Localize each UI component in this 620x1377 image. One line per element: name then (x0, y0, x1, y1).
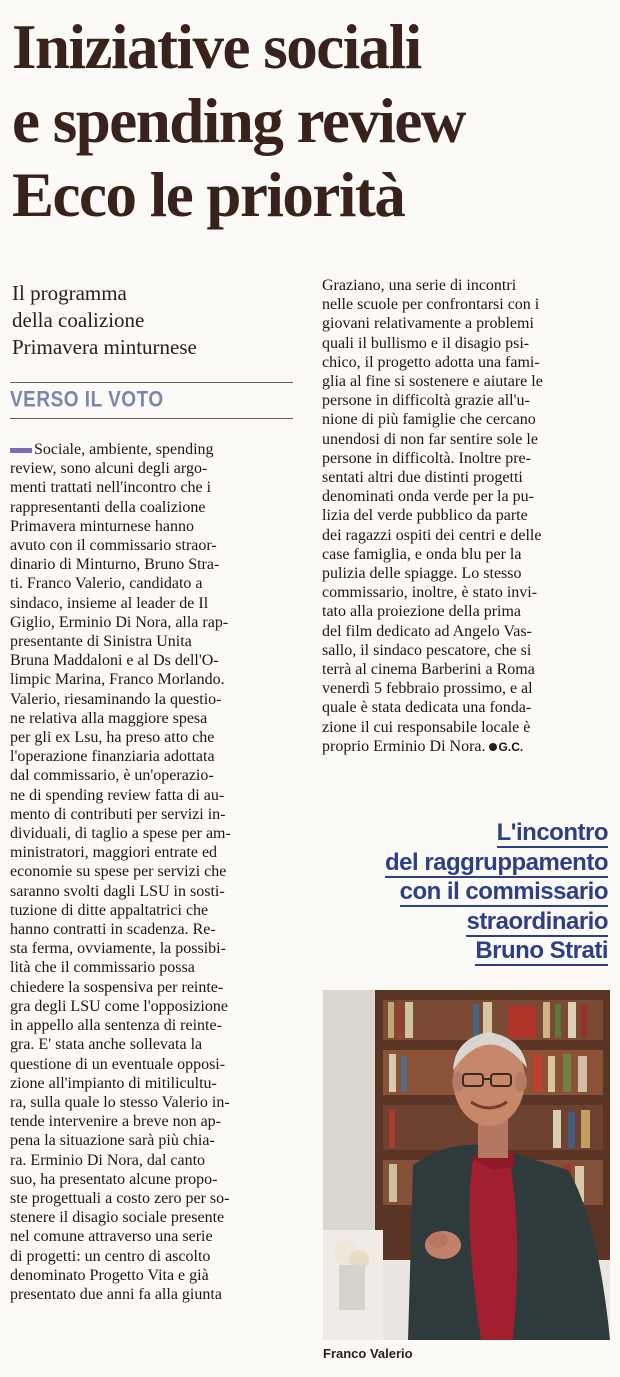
article-line (322, 391, 610, 410)
article-line-text: pena la situazione sarà più chia- (10, 1132, 215, 1150)
article-line (10, 478, 294, 497)
article-line-text: dinario di Minturno, Bruno Stra- (10, 556, 220, 574)
article-line-text: denominato Progetto Vita e già (10, 1266, 209, 1284)
article-line-text: ra, sulla quale lo stesso Valerio in- (10, 1093, 230, 1111)
subhead-line: Primavera minturnese (12, 335, 197, 359)
article-line (10, 747, 294, 766)
article-line-text: Giglio, Erminio Di Nora, alla rap- (10, 613, 229, 631)
article-line-text: venerdì 5 febbraio prossimo, e al (322, 680, 533, 698)
article-line (322, 718, 610, 737)
article-line-text: unendosi di non far sentire sole le (322, 430, 538, 448)
article-line-text: mento di contributi per servizi in- (10, 805, 226, 823)
article-line-text: lità che il commissario possa (10, 959, 195, 977)
article-line-text: ne di spending review fatta di au- (10, 786, 225, 804)
article-line (10, 459, 294, 478)
article-line (10, 939, 294, 958)
article-line-text: lizia del verde pubblico da parte (322, 507, 528, 525)
article-line (10, 728, 294, 747)
article-line-text: case famiglia, e onda blu per la (322, 545, 522, 563)
article-line-text: ne relativa alla maggiore spesa (10, 709, 208, 727)
photo-caption: Franco Valerio (323, 1346, 413, 1361)
article-line-text: suo, ha presentato alcune propo- (10, 1170, 218, 1188)
article-line (322, 487, 610, 506)
article-line (10, 997, 294, 1016)
article-line (10, 978, 294, 997)
pull-quote-text: L'incontro (496, 819, 608, 846)
article-line (10, 1016, 294, 1035)
article-line (322, 410, 610, 429)
article-line-text: sentati altri due distinti progetti (322, 469, 523, 487)
article-line-text: persone in difficoltà. Inoltre pre- (322, 449, 531, 467)
article-line (322, 583, 610, 602)
photo-franco-valerio (323, 990, 610, 1340)
article-line (10, 766, 294, 785)
article-line-text: sindaco, insieme al leader de Il (10, 594, 209, 612)
pull-quote (308, 818, 608, 966)
pull-quote-line (308, 848, 608, 878)
article-line (10, 1208, 294, 1227)
article-line (322, 353, 610, 372)
article-line (10, 690, 294, 709)
article-line-text: gra. E' stata anche sollevata la (10, 1036, 203, 1054)
article-line (10, 843, 294, 862)
article-line (322, 660, 610, 679)
kicker-bottom-rule (10, 418, 293, 419)
article-line-text: di progetti: un centro di ascolto (10, 1247, 211, 1265)
article-line-text: sta ferma, ovviamente, la possibi- (10, 940, 226, 958)
pull-quote-line (308, 907, 608, 937)
article-line (10, 958, 294, 977)
pull-quote-line (308, 877, 608, 907)
article-line (10, 670, 294, 689)
article-line-text: glia al fine si sostenere e aiutare le (322, 373, 543, 391)
article-line (322, 468, 610, 487)
article-line-text: Sociale, ambiente, spending (34, 441, 214, 458)
article-line (322, 602, 610, 621)
article-line-text: chiedere la sospensiva per reintе- (10, 978, 224, 996)
article-line-text: in appello alla sentenza di reinte- (10, 1017, 222, 1035)
article-line (322, 679, 610, 698)
article-line-text: dividuali, di taglio a spese per am- (10, 825, 231, 843)
subheadline (12, 280, 302, 361)
article-line (322, 295, 610, 314)
article-line (322, 737, 610, 757)
section-kicker: VERSO IL VOTO (10, 388, 164, 413)
pull-quote-line (308, 936, 608, 966)
article-line (322, 698, 610, 717)
article-line-text: hanno contratti in scadenza. Re- (10, 921, 216, 939)
article-line (322, 314, 610, 333)
article-line (10, 1112, 294, 1131)
article-line (10, 805, 294, 824)
headline-line: e spending review (12, 86, 465, 156)
subhead-line: della coalizione (12, 308, 145, 332)
article-line-text: ti. Franco Valerio, candidato a (10, 575, 203, 593)
article-line-text: economie su spese per servizi che (10, 863, 227, 881)
article-line-text: tuzione di ditte appaltatrici che (10, 901, 209, 919)
article-line (10, 440, 294, 459)
article-line (10, 651, 294, 670)
article-line-text: denominati onda verde per la pu- (322, 488, 534, 506)
article-line (10, 1074, 294, 1093)
article-line (10, 1266, 294, 1285)
headline-line: Ecco le priorità (12, 160, 405, 230)
article-line (322, 372, 610, 391)
article-line (322, 506, 610, 525)
article-line-text: commissario, inoltre, è stato invi- (322, 584, 538, 602)
author-initials: G.C. (498, 739, 524, 754)
article-line-text: ministratori, maggiori entrate ed (10, 844, 218, 862)
article-line-text: limpic Marina, Franco Morlando. (10, 671, 225, 689)
article-line (322, 334, 610, 353)
article-line-text: Bruna Maddaloni e al Ds dell'O- (10, 652, 219, 670)
article-line-text: zione all'impianto di mitilicultu- (10, 1074, 217, 1092)
article-line-text: quali il bullismo e il disagio psi- (322, 334, 530, 352)
article-line-text: zione il cui responsabile locale è (322, 718, 531, 736)
article-line-text: ra. Erminio Di Nora, dal canto (10, 1151, 206, 1169)
article-line (322, 564, 610, 583)
headline-line: Iniziative sociali (12, 12, 421, 82)
pull-quote-line (308, 818, 608, 848)
article-line (10, 920, 294, 939)
article-column-right (322, 276, 610, 757)
article-line (10, 517, 294, 536)
article-line (322, 276, 610, 295)
article-line (10, 786, 294, 805)
section-bullet-icon (10, 448, 32, 453)
pull-quote-text: straordinario (466, 907, 608, 935)
article-line-text: terrà al cinema Barberini a Roma (322, 661, 535, 679)
kicker-top-rule (10, 382, 293, 383)
article-line (322, 622, 610, 641)
subhead-line: Il programma (12, 281, 127, 305)
article-line (10, 1189, 294, 1208)
article-line-text: rappresentanti della coalizione (10, 498, 206, 516)
article-line (10, 613, 294, 632)
article-line-text: avuto con il commissario straor- (10, 537, 217, 555)
signoff-dot-icon (489, 743, 497, 751)
article-line-text: Primavera minturnese hanno (10, 517, 194, 535)
article-line (322, 430, 610, 449)
article-line-text: del film dedicato ad Angelo Vas- (322, 622, 532, 640)
article-line-text: presentato due anni fa alla giunta (10, 1285, 222, 1303)
article-line-text: Graziano, una serie di incontri (322, 277, 517, 294)
article-line (10, 536, 294, 555)
article-line (10, 824, 294, 843)
article-line (10, 555, 294, 574)
article-line (10, 1151, 294, 1170)
article-line (10, 1247, 294, 1266)
pull-quote-text: Bruno Strati (475, 937, 608, 964)
article-line-text: per gli ex Lsu, ha preso atto che (10, 729, 215, 747)
article-line (10, 632, 294, 651)
article-line-text: saranno svolti dagli LSU in sosti- (10, 882, 225, 900)
article-line-text: persone in difficoltà grazie all'u- (322, 392, 530, 410)
article-line-text: chico, il progetto adotta una fami- (322, 353, 540, 371)
article-line-text: questione di un eventuale opposi- (10, 1055, 226, 1073)
article-line-text: pulizia delle spiagge. Lo stesso (322, 565, 522, 583)
pull-quote-text: del raggruppamento (384, 848, 608, 876)
article-line-text: dei ragazzi ospiti dei centri e delle (322, 526, 542, 544)
article-line (10, 882, 294, 901)
article-line (322, 526, 610, 545)
article-line (322, 641, 610, 660)
article-line-text: presentante di Sinistra Unita (10, 633, 192, 651)
article-line-text: gra degli LSU come l'opposizione (10, 997, 228, 1015)
article-line (10, 862, 294, 881)
article-line (10, 901, 294, 920)
article-line-text: tende intervenire a breve non ap- (10, 1113, 222, 1131)
article-line-text: giovani relativamente a problemi (322, 315, 534, 333)
article-line-text: review, sono alcuni degli argo- (10, 460, 208, 478)
article-line-text: proprio Erminio Di Nora. (322, 737, 486, 755)
article-line-text: ste progettuali a costo zero per so- (10, 1189, 230, 1207)
article-line-text: dal commissario, è un'operazio- (10, 767, 214, 785)
portrait-illustration (323, 990, 610, 1340)
article-line (322, 449, 610, 468)
article-line (10, 1227, 294, 1246)
article-line (10, 1055, 294, 1074)
article-line-text: sallo, il sindaco pescatore, che si (322, 641, 532, 659)
article-line (10, 574, 294, 593)
article-line (10, 1285, 294, 1304)
article-line-text: Valerio, riesaminando la questio- (10, 690, 222, 708)
article-line-text: l'operazione finanziaria adottata (10, 748, 215, 766)
article-line (10, 498, 294, 517)
article-line-text: quale è stata dedicata una fonda- (322, 699, 532, 717)
article-line-text: nel comune attraverso una serie (10, 1228, 213, 1246)
article-line-text: stenere il disagio sociale presente (10, 1209, 225, 1227)
article-line-text: menti trattati nell'incontro che i (10, 479, 212, 497)
article-line-text: nione di più famiglie che cercano (322, 411, 536, 429)
headline (12, 10, 612, 232)
article-line (10, 1170, 294, 1189)
article-line (322, 545, 610, 564)
article-line-text: tato alla proiezione della prima (322, 603, 522, 621)
article-line (10, 1131, 294, 1150)
pull-quote-text: con il commissario (399, 878, 608, 905)
article-line (10, 1093, 294, 1112)
article-line (10, 709, 294, 728)
article-line (10, 1035, 294, 1054)
article-line (10, 594, 294, 613)
article-column-left (10, 440, 294, 1304)
article-line-text: nelle scuole per confrontarsi con i (322, 296, 540, 314)
